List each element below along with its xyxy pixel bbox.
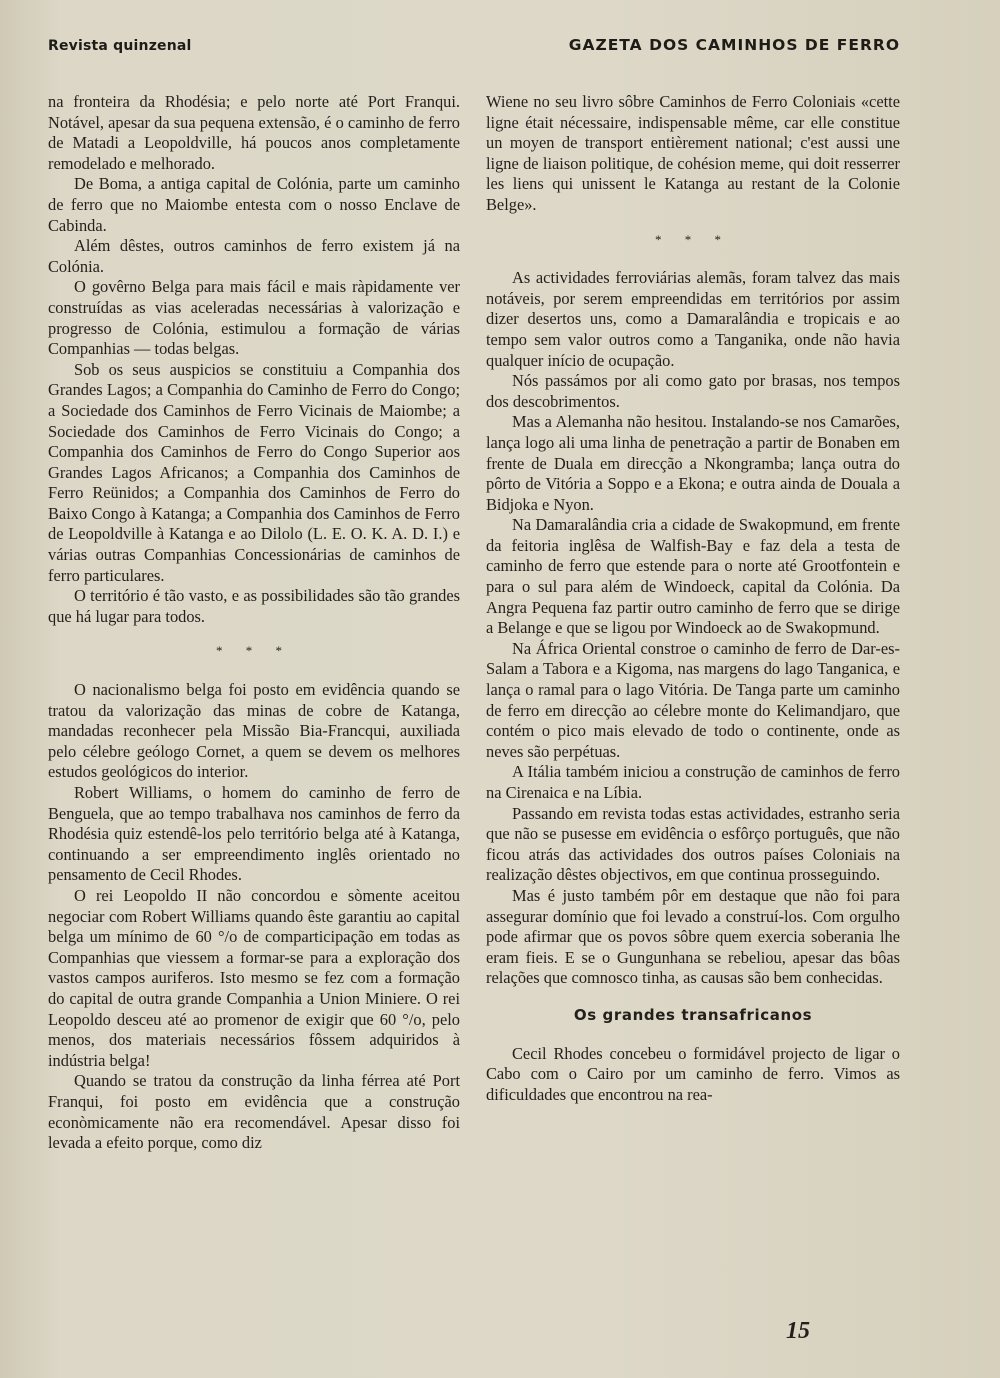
right-paragraph-9: Mas é justo também pôr em destaque que não foi para assegurar domínio que foi levado a construí-los. Com orgulho pode afirmar que os povos sôbre quem exercia soberania lhe eram fieis. E se o Gungunhana se rebeliou, apesar das bôas relações que comnosco tinha, as causas são bem conhecidas. <box>486 885 900 988</box>
left-paragraph-5: Sob os seus auspicios se constituiu a Companhia dos Grandes Lagos; a Companhia do Caminho de Ferro do Congo; a Sociedade dos Caminhos de Ferro Vicinais de Maiombe; a Sociedade dos Caminhos de Ferro Vicinais do Congo; a Companhia dos Caminhos de Ferro do Congo Superior aos Grandes Lagos Africanos; a Companhia dos Caminhos de Ferro Reünidos; a Companhia dos Caminhos de Ferro do Baixo Congo à Katanga; a Companhia dos Caminhos de Ferro de Leopoldville à Katanga e ao Dilolo (L. E. O. K. A. D. I.) e várias outras Companhias Concessionárias de caminhos de ferro particulares. <box>48 359 460 585</box>
left-paragraph-2: De Boma, a antiga capital de Colónia, parte um caminho de ferro que no Maiombe entesta com o nosso Enclave de Cabinda. <box>48 174 460 235</box>
right-paragraph-7: A Itália também iniciou a construção de caminhos de ferro na Cirenaica e na Líbia. <box>486 762 900 802</box>
left-paragraph-7: O nacionalismo belga foi posto em evidência quando se tratou da valorização das minas de cobre de Katanga, mandadas reconhecer pela Missão Bia-Francqui, auxiliada pelo célebre geólogo Cornet, a quem se devem os melhores estudos geológicos do interior. <box>48 680 460 782</box>
right-paragraph-1: Wiene no seu livro sôbre Caminhos de Ferro Coloniais «cette ligne était nécessaire, indispensable même, car elle constitue un moyen de transport entièrement national; c'est aussi une ligne de liaison politique, de cohésion meme, qui doit resserrer les liens qui unissent le Katanga au restant de la Colonie Belge». <box>486 92 900 214</box>
left-column <box>48 92 460 1154</box>
section-heading: Os grandes transafricanos <box>573 1005 813 1024</box>
section-divider-stars: * * * <box>216 643 292 659</box>
right-paragraph-8: Passando em revista todas estas actividades, estranho seria que não se pusesse em evidência o esfôrço português, que não ficou atrás das actividades dos outros países Coloniais na realização dêstes objectivos, em que continua prosseguindo. <box>486 803 900 885</box>
left-paragraph-6: O território é tão vasto, e as possibilidades são tão grandes que há lugar para todos. <box>48 586 460 626</box>
header-right: GAZETA DOS CAMINHOS DE FERRO <box>568 36 900 54</box>
right-paragraph-3: Nós passámos por ali como gato por brasas, nos tempos dos descobrimentos. <box>486 371 900 411</box>
section-divider-stars: * * * <box>655 231 731 247</box>
left-paragraph-9: O rei Leopoldo II não concordou e sòmente aceitou negociar com Robert Williams quando êste garantiu ao capital belga um mínimo de 60 °/o de comparticipação em todas as Companhias que viessem a formar-se para a exploração dos vastos campos auriferos. Isto mesmo se fez com a formação do capital de outra grande Companhia a Union Miniere. O rei Leopoldo desceu até ao promenor de exigir que 60 °/o, pelo menos, dos materiais necessários fôssem adquiridos à indústria belga! <box>48 885 460 1070</box>
right-paragraph-4: Mas a Alemanha não hesitou. Instalando-se nos Camarões, lança logo ali uma linha de penetração a partir de Bonaben em frente de Duala em direcção a Nkongramba; lança outra do pôrto de Vitória a Soppo e a Ekona; e outra ainda de Douala a Bidjoka e Nyon. <box>486 412 900 514</box>
left-paragraph-8: Robert Williams, o homem do caminho de ferro de Benguela, que ao tempo trabalhava nos caminhos de ferro da Rhodésia quiz estendê-los pelo território belga até à Katanga, continuando a ser empreendimento inglês orientado no pensamento de Cecil Rhodes. <box>48 783 460 885</box>
page-number: 15 <box>786 1318 810 1344</box>
right-paragraph-6: Na África Oriental constroe o caminho de ferro de Dar-es-Salam a Tabora e a Kigoma, nas margens do lago Tanganica, e lança o ramal para o lago Vitória. De Tanga parte um caminho de ferro em direcção ao célebre monte do Kelimandjaro, que contém o pico mais elevado de todo o continente, onde as neves são perpétuas. <box>486 638 900 761</box>
left-paragraph-4: O govêrno Belga para mais fácil e mais ràpidamente ver construídas as vias aceleradas necessárias à valorização e progresso de Colónia, estimulou a formação de várias Companhias — todas belgas. <box>48 277 460 359</box>
right-paragraph-10: Cecil Rhodes concebeu o formidável projecto de ligar o Cabo com o Cairo por um caminho de ferro. Vimos as dificuldades que encontrou na rea- <box>486 1043 900 1104</box>
right-paragraph-2: As actividades ferroviárias alemãs, foram talvez das mais notáveis, por serem empreendidas em territórios por assim dizer desertos uns, como a Damaralândia e tropicais e ao tempo sem valor outros como a Tanganika, onde não havia qualquer início de ocupação. <box>486 268 900 370</box>
left-paragraph-1: na fronteira da Rhodésia; e pelo norte até Port Franqui. Notável, apesar da sua pequena extensão, é o caminho de ferro de Matadi a Leopoldville, há poucos anos completamente remodelado e melhorado. <box>48 92 460 173</box>
left-paragraph-10: Quando se tratou da construção da linha férrea até Port Franqui, foi posto em evidência que a construção econòmicamente não era recomendável. Apesar disso foi levada a efeito porque, como diz <box>48 1071 460 1153</box>
page-header <box>48 36 900 54</box>
header-left: Revista quinzenal <box>48 38 192 54</box>
right-paragraph-5: Na Damaralândia cria a cidade de Swakopmund, em frente da feitoria inglêsa de Walfish-Bay e faz dela a testa de caminho de ferro que estende para o norte até Grootfontein e para o sul para além de Windoeck, capital da Colónia. Da Angra Pequena faz partir outro caminho de ferro que se dirige a Belange e que se ligou por Windoeck ao de Swakopmund. <box>486 515 900 638</box>
right-column <box>486 92 900 1105</box>
left-paragraph-3: Além dêstes, outros caminhos de ferro existem já na Colónia. <box>48 236 460 276</box>
